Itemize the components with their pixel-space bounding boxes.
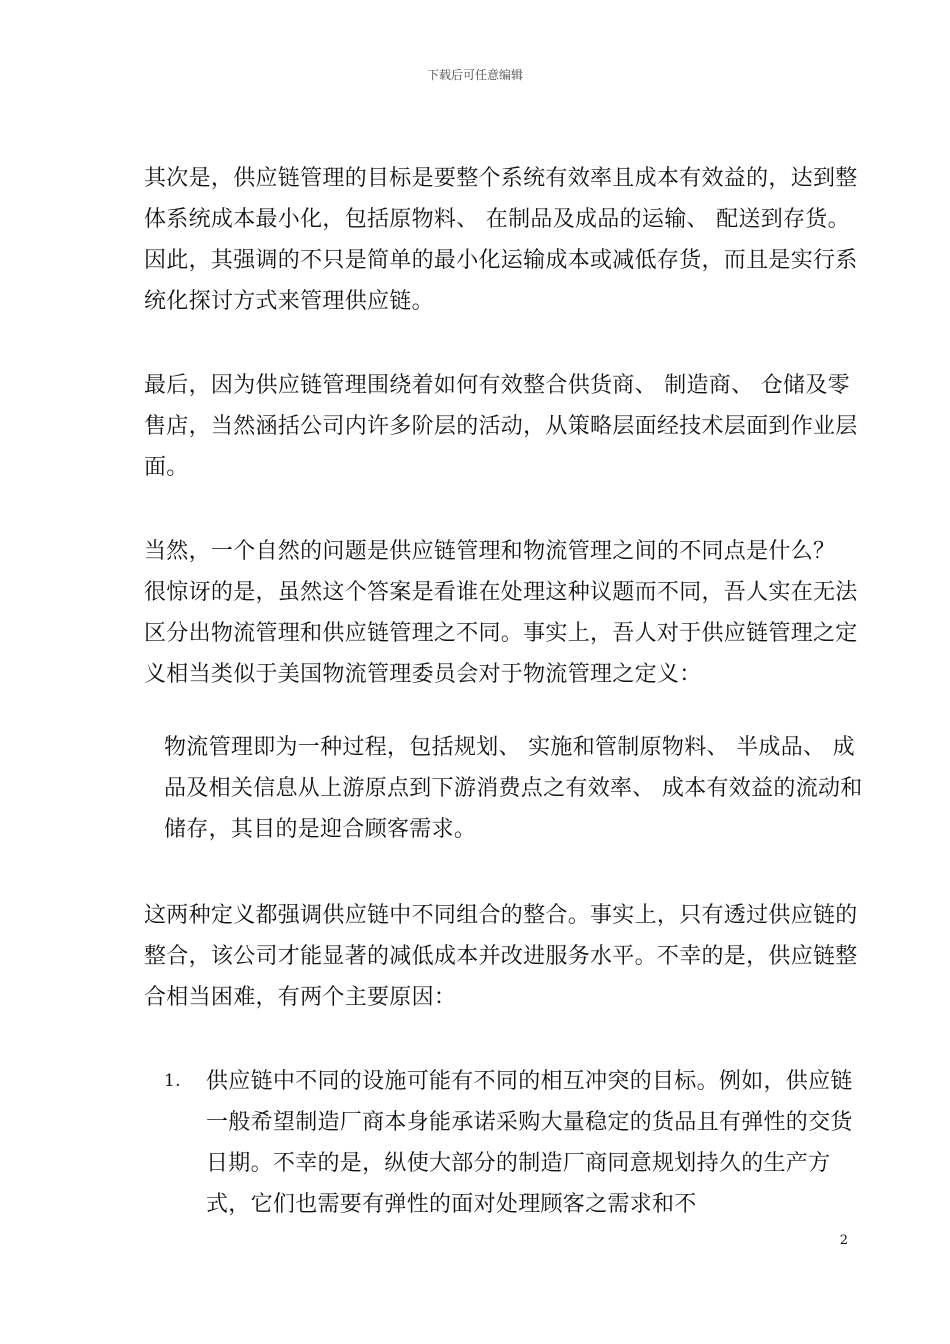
list-item-text: 供应链中不同的设施可能有不同的相互冲突的目标。例如，供应链一般希望制造厂商本身能承诺采购大量稳定的货品且有弹性的交货日期。不幸的是，纵使大部分的制造厂商同意规划持久的生产方式，它们也需要有弹性的面对处理顾客之需求和不 xyxy=(206,1069,853,1217)
page-number: 2 xyxy=(839,1233,848,1248)
page-header: 下载后可任意编辑 xyxy=(426,68,523,82)
list-item-number: 1. xyxy=(164,1071,181,1091)
paragraph-objective: 其次是，供应链管理的目标是要整个系统有效率且成本有效益的，达到整体系统成本最小化，包括原物料、 在制品及成品的运输、 配送到存货。因此，其强调的不只是简单的最小化运输成本或减低存货，而且是实行系统化探讨方式来管理供应链。 xyxy=(144,166,858,314)
reasons-list xyxy=(144,1061,864,1225)
paragraph-difference: 当然，一个自然的问题是供应链管理和物流管理之间的不同点是什么？ 很惊讶的是，虽然这个答案是看谁在处理这种议题而不同，吾人实在无法区分出物流管理和供应链管理之不同。事实上，吾人对于供应链管理之定义相当类似于美国物流管理委员会对于物流管理之定义： xyxy=(144,539,858,687)
paragraph-integration: 这两种定义都强调供应链中不同组合的整合。事实上，只有透过供应链的整合，该公司才能显著的减低成本并改进服务水平。不幸的是，供应链整合相当困难，有两个主要原因： xyxy=(144,903,858,1010)
list-item xyxy=(144,1061,866,1225)
paragraph-finally: 最后，因为供应链管理围绕着如何有效整合供货商、 制造商、 仓储及零售店，当然涵括公司内许多阶层的活动，从策略层面经技术层面到作业层面。 xyxy=(144,373,858,480)
document-body xyxy=(144,158,864,1225)
logistics-definition-quote: 物流管理即为一种过程，包括规划、 实施和管制原物料、 半成品、 成品及相关信息从上游原点到下游消费点之有效率、 成本有效益的流动和储存，其目的是迎合顾客需求。 xyxy=(164,735,863,842)
